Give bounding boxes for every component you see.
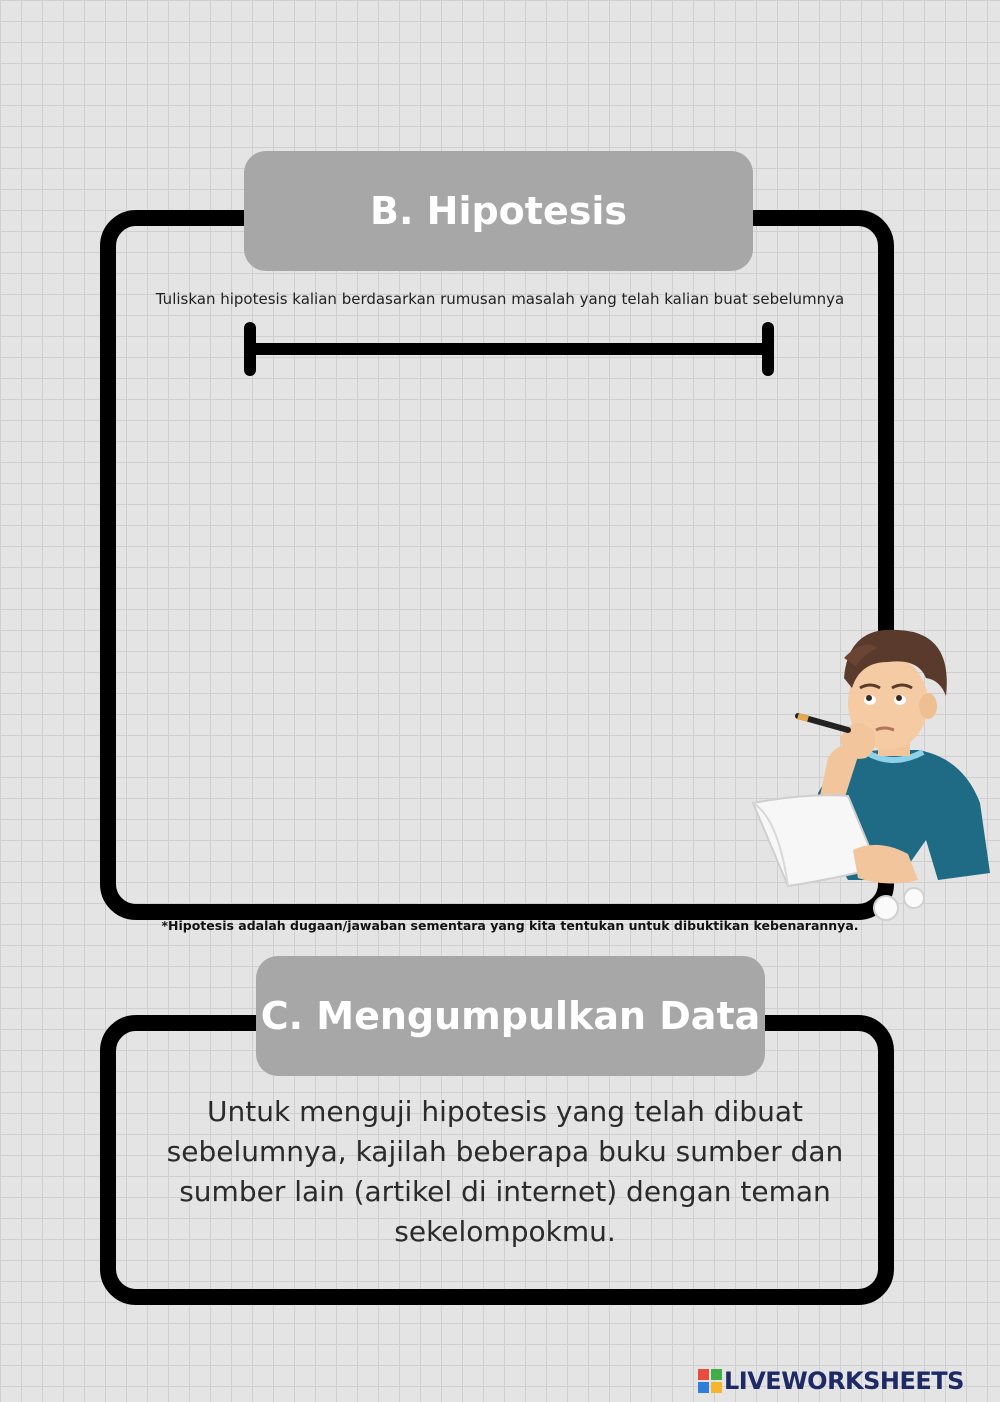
logo-text: LIVEWORKSHEETS: [724, 1367, 964, 1395]
liveworksheets-logo-icon: [698, 1369, 722, 1393]
hipotesis-title: B. Hipotesis: [244, 151, 753, 271]
hipotesis-footnote: *Hipotesis adalah dugaan/jawaban sementara yang kita tentukan untuk dibuktikan kebenarannya.: [161, 918, 859, 933]
mengumpulkan-data-body: Untuk menguji hipotesis yang telah dibuat sebelumnya, kajilah beberapa buku sumber dan sumber lain (artikel di internet) dengan teman sekelompokmu.: [166, 1095, 844, 1248]
answer-input-line[interactable]: [240, 322, 780, 376]
mengumpulkan-data-title: C. Mengumpulkan Data: [256, 956, 765, 1076]
hipotesis-instruction: Tuliskan hipotesis kalian berdasarkan rumusan masalah yang telah kalian buat sebelumnya: [155, 290, 845, 308]
thinking-student-icon: [748, 618, 996, 923]
liveworksheets-logo[interactable]: [698, 1366, 964, 1396]
